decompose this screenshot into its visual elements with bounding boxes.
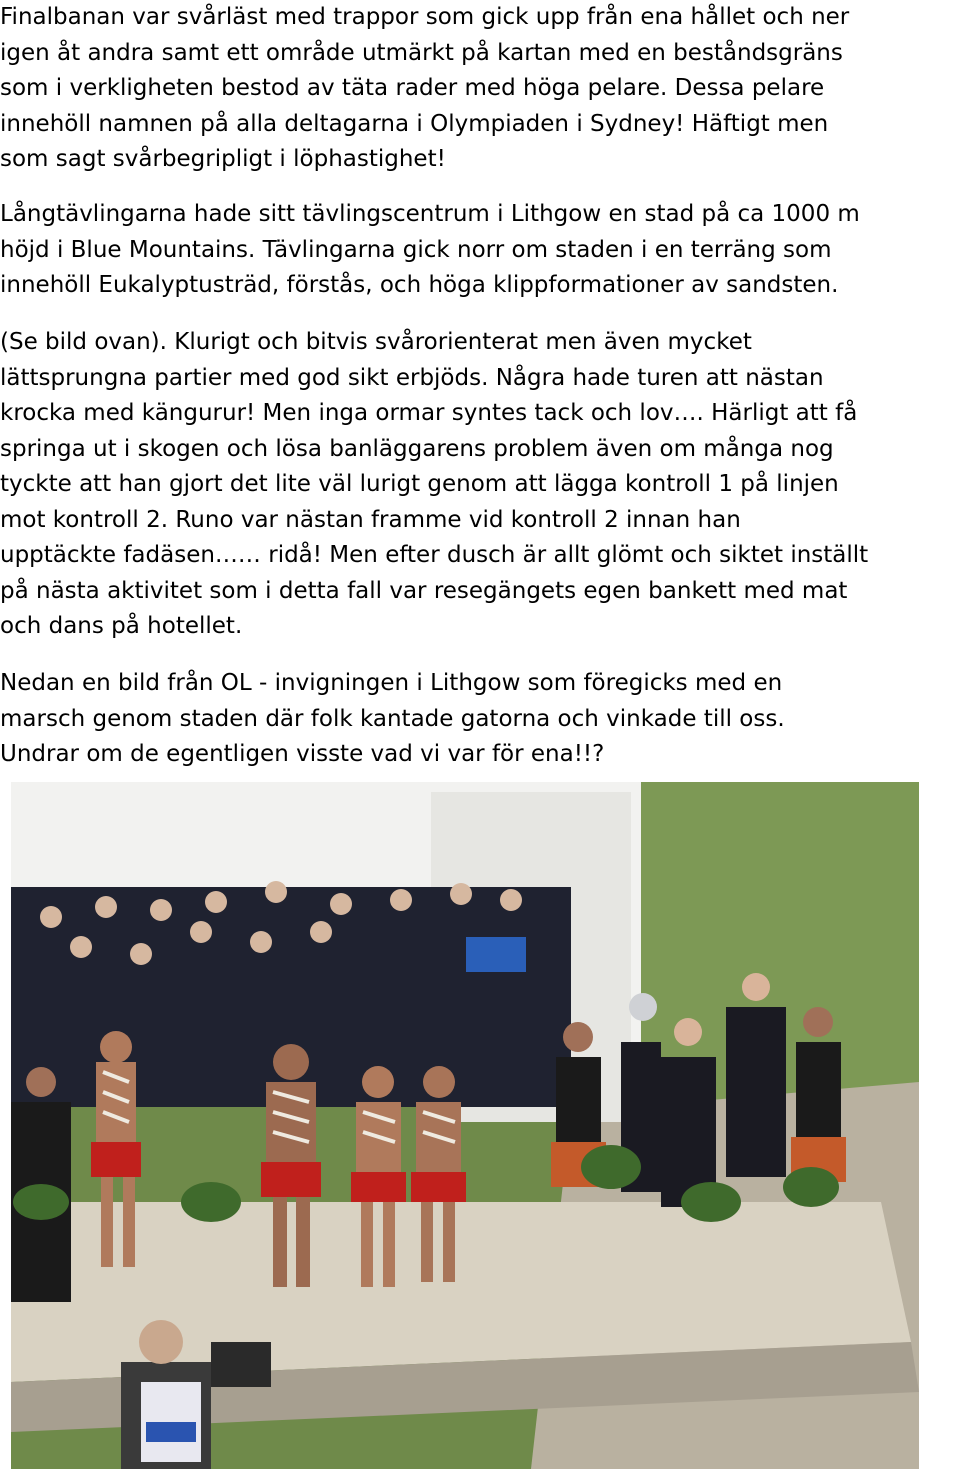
text-line: igen åt andra samt ett område utmärkt på kartan med en beståndsgräns bbox=[0, 39, 843, 66]
text-line: innehöll Eukalyptusträd, förstås, och höga klippformationer av sandsten. bbox=[0, 272, 839, 298]
photo-aboriginal-dance-icon bbox=[11, 782, 919, 1469]
text-line: krocka med kängurur! Men inga ormar syntes tack och lov…. Härligt att få bbox=[0, 400, 858, 426]
paragraph-race-report bbox=[0, 325, 868, 645]
text-line: Nedan en bild från OL - invigningen i Lithgow som föregicks med en bbox=[0, 670, 783, 696]
text-line: Finalbanan var svårläst med trappor som gick upp från ena hållet och ner bbox=[0, 4, 850, 30]
paragraph-final-course bbox=[0, 0, 849, 178]
text-line: på nästa aktivitet som i detta fall var resegängets egen bankett med mat bbox=[0, 577, 848, 604]
text-line: mot kontroll 2. Runo var nästan framme vid kontroll 2 innan han bbox=[0, 506, 741, 533]
text-line: och dans på hotellet. bbox=[0, 613, 243, 639]
photo-illustration bbox=[11, 782, 919, 1469]
text-line: innehöll namnen på alla deltagarna i Olympiaden i Sydney! Häftigt men bbox=[0, 110, 829, 137]
text-line: marsch genom staden där folk kantade gatorna och vinkade till oss. bbox=[0, 705, 785, 732]
text-line: som sagt svårbegripligt i löphastighet! bbox=[0, 146, 446, 172]
text-line: höjd i Blue Mountains. Tävlingarna gick norr om staden i en terräng som bbox=[0, 236, 832, 263]
paragraph-long-distance bbox=[0, 197, 860, 304]
paragraph-opening-ceremony bbox=[0, 666, 785, 773]
text-line: upptäckte fadäsen…… ridå! Men efter dusch är allt glömt och siktet inställt bbox=[0, 542, 869, 568]
text-line: Undrar om de egentligen visste vad vi var för ena!!? bbox=[0, 741, 605, 767]
music-stand bbox=[466, 937, 526, 972]
text-line: lättsprungna partier med god sikt erbjöds. Några hade turen att nästan bbox=[0, 364, 824, 391]
text-line: Långtävlingarna hade sitt tävlingscentrum i Lithgow en stad på ca 1000 m bbox=[0, 201, 860, 227]
text-line: tyckte att han gjort det lite väl lurigt genom att lägga kontroll 1 på linjen bbox=[0, 471, 839, 497]
text-line: springa ut i skogen och lösa banläggarens problem även om många nog bbox=[0, 435, 834, 462]
text-line: (Se bild ovan). Klurigt och bitvis svårorienterat men även mycket bbox=[0, 329, 752, 355]
text-line: som i verkligheten bestod av täta rader med höga pelare. Dessa pelare bbox=[0, 75, 825, 101]
